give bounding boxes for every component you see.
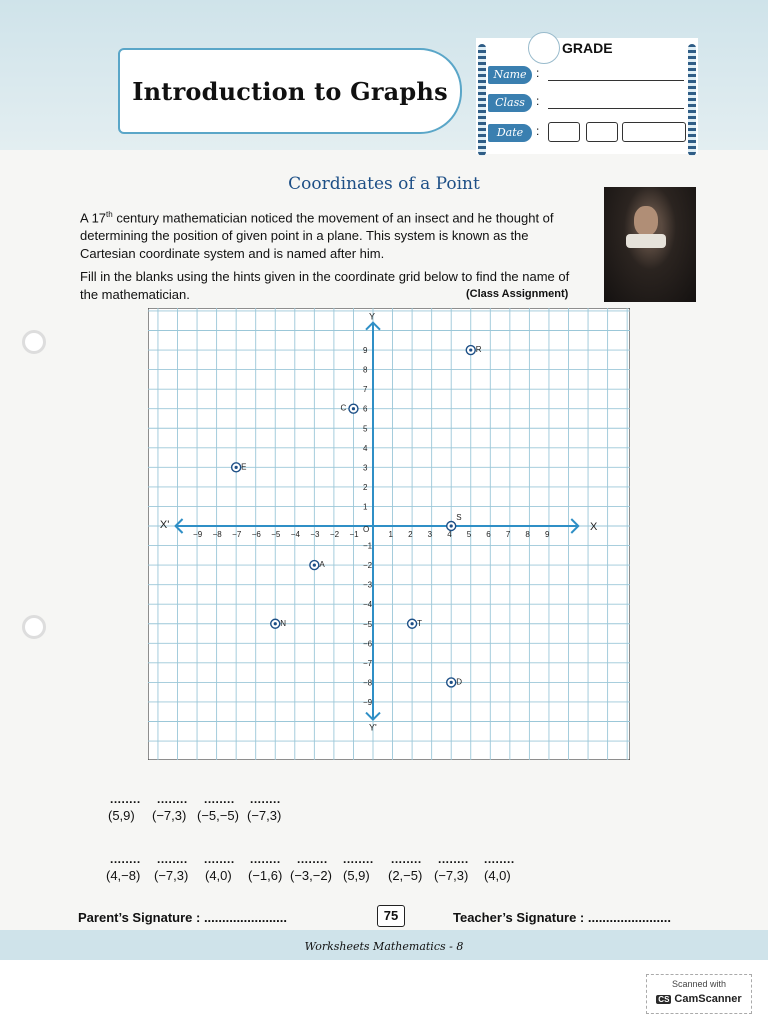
x-tick-label: −8 [212,530,222,539]
colon: : [536,124,540,138]
coordinate-grid [148,308,630,760]
name-field[interactable] [548,80,684,81]
camscanner-logo-icon: CS [658,995,670,1004]
point-label-a: A [319,560,325,570]
point-label-s: S [456,513,462,522]
x-tick-label: −4 [290,530,300,539]
coordinate-hint: (−7,3) [154,868,189,883]
point-label-n: N [280,618,287,628]
x-tick-label: 7 [505,530,511,539]
grade-circle [528,32,560,64]
x-tick-label: 6 [486,530,491,539]
date-day-box[interactable] [548,122,580,142]
answer-blank[interactable]: ........ [157,792,188,806]
x-tick-label: 4 [447,530,452,539]
scanner-line: Scanned with [671,979,727,989]
answer-blank[interactable]: ........ [110,852,141,866]
class-tag: Class [488,94,532,112]
y-tick-label: 3 [363,463,368,473]
point-dot-n [274,622,277,625]
page-number: 75 [377,905,405,927]
book-title: Worksheets Mathematics - 8 [304,940,464,953]
coordinate-hint: (5,9) [343,868,370,883]
coordinate-hint: (−1,6) [248,868,283,883]
x-tick-label: −3 [310,530,320,539]
answer-blank[interactable]: ........ [438,852,469,866]
date-year-box[interactable] [622,122,686,142]
point-dot-c [352,407,355,410]
portrait-collar [626,234,666,248]
answer-blank[interactable]: ........ [110,792,141,806]
section-subtitle: Coordinates of a Point [288,174,480,194]
x-tick-label: 5 [466,530,472,539]
answer-blank[interactable]: ........ [204,852,235,866]
scanner-watermark [646,974,752,1014]
y-tick-label: 4 [363,443,368,453]
answer-blank[interactable]: ........ [250,792,281,806]
y-tick-label: 1 [363,502,368,512]
name-tag: Name [488,66,532,84]
y-tick-label: −3 [363,580,373,590]
x-tick-label: −1 [349,530,359,539]
origin-label: O [363,525,370,534]
coordinate-hint: (4,0) [484,868,511,883]
coordinate-hint: (5,9) [108,808,135,823]
y-axis-neg-label: Y' [369,722,377,733]
x-tick-label: 1 [388,530,394,539]
class-field[interactable] [548,108,684,109]
y-tick-label: −9 [363,697,373,707]
x-tick-label: 3 [427,530,433,539]
point-label-t: T [417,618,422,628]
y-tick-label: 7 [363,385,368,395]
x-axis-neg-label: X' [159,519,170,531]
y-tick-label: −5 [363,619,373,629]
y-tick-label: −6 [363,639,373,649]
x-tick-label: −9 [193,530,203,539]
coordinate-hint: (4,−8) [106,868,141,883]
x-tick-label: 8 [525,530,530,539]
answer-blank[interactable]: ........ [297,852,328,866]
scanner-brand-name: CamScanner [674,993,742,1005]
spiral-binding [478,44,486,156]
title-banner [118,48,462,134]
x-tick-label: −6 [251,530,261,539]
grade-label: GRADE [562,40,613,56]
y-tick-label: −1 [363,541,373,551]
y-tick-label: 2 [363,482,368,492]
scanner-brand [647,993,751,1005]
point-dot-r [469,348,472,351]
y-tick-label: −2 [363,561,373,571]
instruction-paragraph: Fill in the blanks using the hints given in the coordinate grid below to find the name of the mathematician. [80,269,570,302]
binder-ring [22,330,46,354]
point-label-r: R [475,345,482,355]
answer-blank[interactable]: ........ [250,852,281,866]
x-axis-label: X [590,521,598,533]
x-tick-label: −2 [329,530,340,539]
point-dot-s [450,524,453,527]
intro-paragraph [80,206,580,263]
answer-blank[interactable]: ........ [157,852,188,866]
y-tick-label: −4 [363,600,373,610]
point-dot-t [411,622,414,625]
x-tick-label: −7 [232,530,242,539]
assignment-note: (Class Assignment) [466,288,569,300]
colon: : [536,94,540,108]
spiral-binding [688,44,696,156]
point-dot-e [235,466,238,469]
y-tick-label: −7 [363,658,373,668]
colon: : [536,66,540,80]
point-label-c: C [340,403,347,413]
point-label-e: E [241,462,247,472]
intro-text-start: A 17 [80,210,107,226]
portrait-face [634,206,658,236]
binder-ring [22,615,46,639]
point-dot-d [450,681,453,684]
x-tick-label: −5 [271,530,281,539]
answer-blank[interactable]: ........ [484,852,515,866]
answer-blank[interactable]: ........ [343,852,374,866]
answer-blank[interactable]: ........ [391,852,422,866]
coordinate-hint: (−7,3) [434,868,469,883]
y-tick-label: 6 [363,404,368,414]
ordinal-suffix: th [106,210,113,219]
coordinate-hint: (4,0) [205,868,232,883]
intro-text-rest: century mathematician noticed the movement of an insect and he thought of determining the position of given point in a plane. This system is known as the Cartesian coordinate system and is named after him. [80,210,554,262]
date-month-box[interactable] [586,122,618,142]
point-dot-a [313,564,316,567]
page-title: Introduction to Graphs [132,76,448,106]
coordinate-hint: (−7,3) [152,808,187,823]
x-tick-label: 2 [408,530,413,539]
coordinate-hint: (−7,3) [247,808,282,823]
y-tick-label: −8 [363,678,373,688]
y-tick-label: 5 [363,424,368,434]
y-tick-label: 9 [363,346,368,356]
y-axis-label: Y [369,311,376,322]
x-tick-label: 9 [544,530,550,539]
parent-signature: Parent’s Signature : ....................... [78,910,288,925]
teacher-signature: Teacher’s Signature : ....................... [453,910,671,925]
answer-blank[interactable]: ........ [204,792,235,806]
date-tag: Date [488,124,532,142]
coordinate-hint: (−5,−5) [197,808,239,823]
point-label-d: D [456,677,462,687]
y-tick-label: 8 [363,365,368,375]
coordinate-hint: (−3,−2) [290,868,332,883]
coordinate-hint: (2,−5) [388,868,423,883]
